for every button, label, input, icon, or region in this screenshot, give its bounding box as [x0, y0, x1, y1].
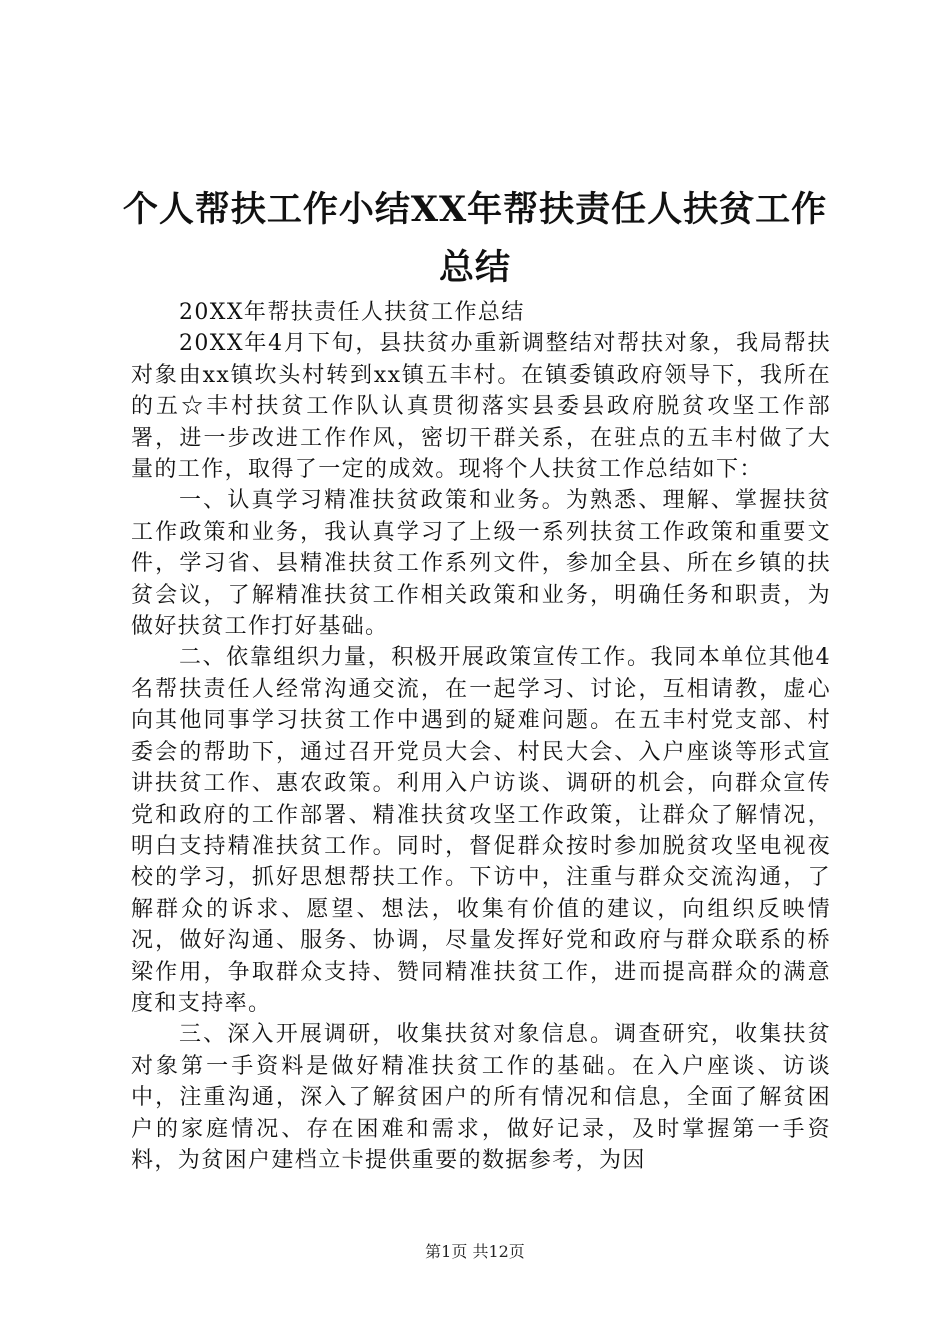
paragraph-intro: 20XX年4月下旬，县扶贫办重新调整结对帮扶对象，我局帮扶对象由xx镇坎头村转到xx镇五丰村。在镇委镇政府领导下，我所在的五☆丰村扶贫工作队认真贯彻落实县委县政府脱贫攻坚工作部署，进一步改进工作作风，密切干群关系，在驻点的五丰村做了大量的工作，取得了一定的成效。现将个人扶贫工作总结如下：	[131, 331, 831, 483]
paragraph-section-3: 三、深入开展调研，收集扶贫对象信息。调查研究，收集扶贫对象第一手资料是做好精准扶贫工作的基础。在入户座谈、访谈中，注重沟通，深入了解贫困户的所有情况和信息，全面了解贫困户的家庭情况、存在困难和需求，做好记录，及时掌握第一手资料，为贫困户建档立卡提供重要的数据参考，为因	[131, 1022, 831, 1173]
document-body	[131, 297, 831, 1176]
page-footer: 第1页 共12页	[425, 1242, 525, 1261]
paragraph-section-2: 二、依靠组织力量，积极开展政策宣传工作。我同本单位其他4名帮扶责任人经常沟通交流，在一起学习、讨论，互相请教，虚心向其他同事学习扶贫工作中遇到的疑难问题。在五丰村党支部、村委会的帮助下，通过召开党员大会、村民大会、入户座谈等形式宣讲扶贫工作、惠农政策。利用入户访谈、调研的机会，向群众宣传党和政府的工作部署、精准扶贫攻坚工作政策，让群众了解情况，明白支持精准扶贫工作。同时，督促群众按时参加脱贫攻坚电视夜校的学习，抓好思想帮扶工作。下访中，注重与群众交流沟通，了解群众的诉求、愿望、想法，收集有价值的建议，向组织反映情况，做好沟通、服务、协调，尽量发挥好党和政府与群众联系的桥梁作用，争取群众支持、赞同精准扶贫工作，进而提高群众的满意度和支持率。	[131, 645, 831, 1016]
paragraph-section-1: 一、认真学习精准扶贫政策和业务。为熟悉、理解、掌握扶贫工作政策和业务，我认真学习了上级一系列扶贫工作政策和重要文件，学习省、县精准扶贫工作系列文件，参加全县、所在乡镇的扶贫会议，了解精准扶贫工作相关政策和业务，明确任务和职责，为做好扶贫工作打好基础。	[131, 488, 831, 640]
paragraph-subtitle: 20XX年帮扶责任人扶贫工作总结	[179, 300, 525, 325]
document-title: 个人帮扶工作小结XX年帮扶责任人扶贫工作总结	[122, 189, 828, 288]
